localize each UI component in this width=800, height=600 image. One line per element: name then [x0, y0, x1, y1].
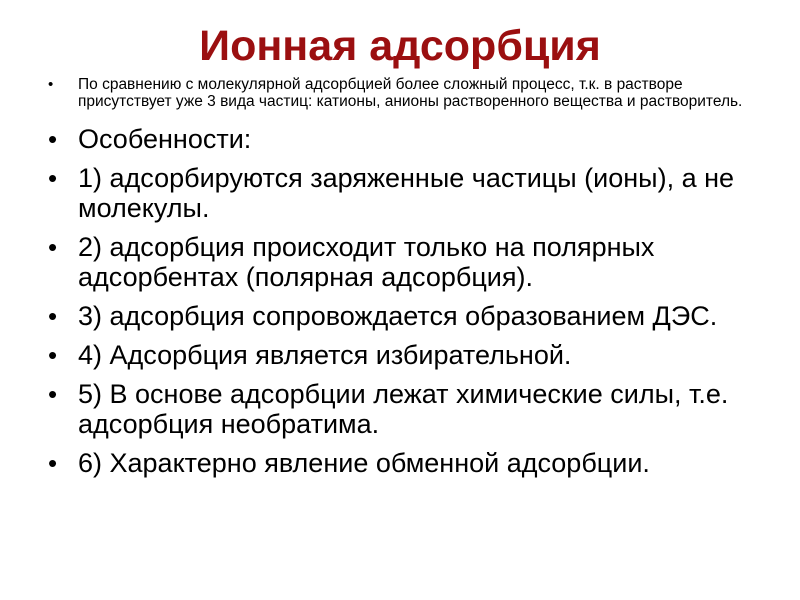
bullet-dot-icon: • [48, 232, 58, 262]
list-item-text: 4) Адсорбция является избирательной. [78, 340, 572, 370]
list-item-2 [44, 232, 764, 292]
bullet-dot-icon: • [48, 448, 58, 478]
list-item-1 [44, 163, 764, 223]
slide-title: Ионная адсорбция [199, 22, 601, 70]
list-item-text: 6) Характерно явление обменной адсорбции. [78, 448, 650, 478]
intro-text: По сравнению с молекулярной адсорбцией более сложный процесс, т.к. в растворе присутствует уже 3 вида частиц: катионы, анионы растворенного вещества и растворитель. [78, 76, 743, 110]
intro-paragraph [44, 76, 764, 110]
list-item-text: 3) адсорбция сопровождается образованием ДЭС. [78, 301, 718, 331]
list-item-text: Особенности: [78, 124, 252, 154]
list-item-features-heading [44, 124, 764, 154]
bullet-dot-icon: • [48, 301, 58, 331]
bullet-dot-icon: • [48, 379, 58, 409]
bullet-dot-icon: • [48, 76, 54, 93]
bullet-dot-icon: • [48, 124, 58, 154]
bullet-dot-icon: • [48, 340, 58, 370]
list-item-text: 1) адсорбируются заряженные частицы (ионы), а не молекулы. [78, 163, 735, 223]
list-item-5 [44, 379, 764, 439]
bullet-dot-icon: • [48, 163, 58, 193]
list-item-4 [44, 340, 764, 370]
bullet-list [44, 76, 764, 487]
list-item-3 [44, 301, 764, 331]
list-item-text: 2) адсорбция происходит только на полярных адсорбентах (полярная адсорбция). [78, 232, 655, 292]
list-item-text: 5) В основе адсорбции лежат химические силы, т.е. адсорбция необратима. [78, 379, 729, 439]
list-item-6 [44, 448, 764, 478]
